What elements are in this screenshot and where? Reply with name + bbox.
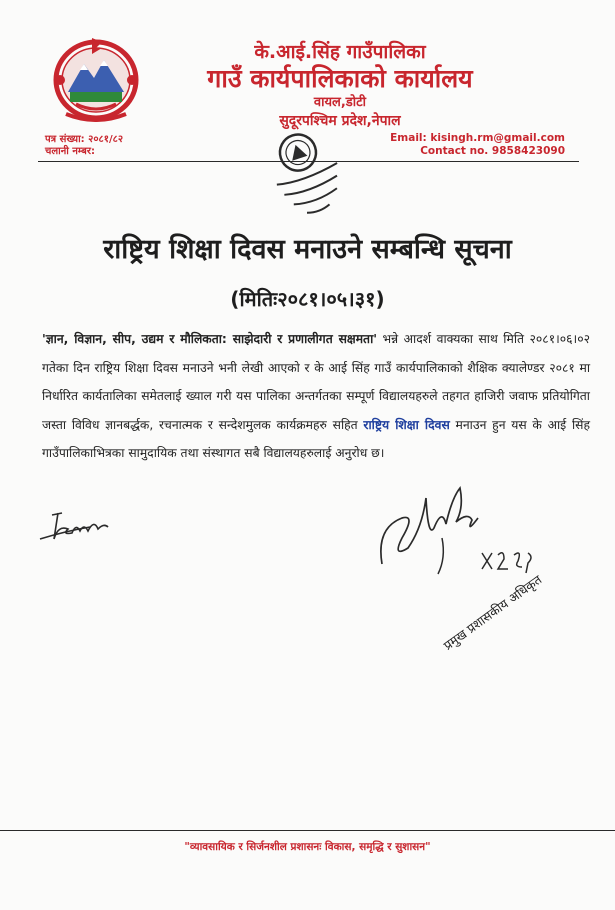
- signatory-block: [440, 571, 590, 660]
- province-name: सुदूरपश्चिम प्रदेश,नेपाल: [279, 113, 401, 129]
- reference-block: [45, 134, 123, 158]
- office-stamp-icon: [258, 114, 358, 226]
- office-name: गाउँ कार्यपालिकाको कार्यालय: [207, 64, 473, 93]
- office-location: वायल,डोटी: [313, 95, 367, 110]
- contact-block: [365, 132, 565, 158]
- dispatch-number: चलानी नम्बर:: [45, 146, 95, 157]
- notice-highlight: राष्ट्रिय शिक्षा दिवस: [363, 417, 450, 432]
- left-signature-icon: [36, 505, 126, 547]
- reference-number: पत्र संख्या: २०८१/८२: [45, 134, 124, 145]
- email-text: Email: kisingh.rm@gmail.com: [390, 132, 565, 144]
- footer-divider: [0, 830, 615, 831]
- notice-date: (मितिः२०८१।०५।३१): [230, 287, 385, 311]
- notice-body: [42, 325, 590, 468]
- notice-title: राष्ट्रिय शिक्षा दिवस मनाउने सम्बन्धि सूचना: [103, 234, 512, 265]
- signatory-title: प्रमुख प्रशासकीय अधिकृत: [440, 571, 545, 653]
- contact-number: Contact no. 9858423090: [420, 145, 565, 157]
- notice-text-part-1: भन्ने आदर्श वाक्यका साथ मिति २०८१।०६।०२ गतेका दिन राष्ट्रिय शिक्षा दिवस मनाउने भनी लेखी आएको र के आई सिंह गाउँ कार्यपालिकाको शैक्षिक क्यालेण्डर २०८१ मा निर्धारित कार्यतालिका समेतलाई ख्याल गरी यस पालिका अन्तर्गतका सम्पूर्ण विद्यालयहरुले तहगत हाजिरी जवाफ प्रतियोगिता जस्ता विविध ज्ञानबर्द्धक, रचनात्मक र सन्देशमुलक कार्यक्रमहरु सहित: [42, 332, 590, 432]
- footer-motto: "व्यावसायिक र सिर्जनशील प्रशासनः विकास, समृद्धि र सुशासन": [184, 841, 431, 853]
- notice-slogan: 'ज्ञान, विज्ञान, सीप, उद्यम र मौलिकता: साझेदारी र प्रणालीगत सक्षमता': [42, 332, 378, 346]
- notice-text-part-2: मनाउन हुन यस के आई सिंह गाउँपालिकाभित्रका सामुदायिक तथा संस्थागत सबै विद्यालयहरुलाई अनुरोध छ।: [42, 417, 590, 460]
- signature-date-mark-icon: [478, 545, 538, 575]
- municipality-name: के.आई.सिंह गाउँपालिका: [254, 41, 426, 63]
